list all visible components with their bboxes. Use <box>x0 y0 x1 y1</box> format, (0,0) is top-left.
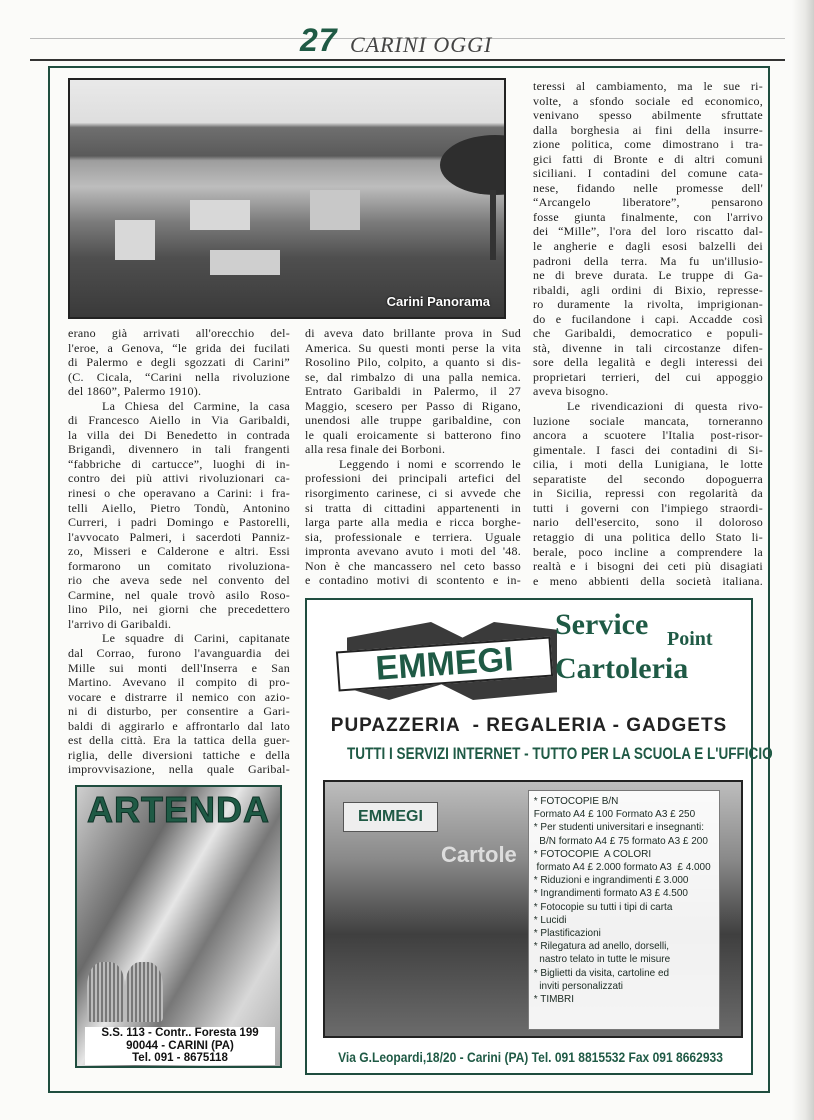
service-item: * FOTOCOPIE A COLORI <box>533 848 652 860</box>
article-line: Carmine, nel quale trovò asilo Roso- <box>68 587 290 602</box>
article-line: l'eroe, a Genova, “le grida dei fucilati <box>68 340 290 355</box>
article-line: ribaldi, agli ordini di Bixio, represse- <box>533 282 763 297</box>
article-line: formarono un comitato rivoluziona- <box>68 558 290 573</box>
article-line: sia, professionale e terriera. Uguale <box>305 529 521 544</box>
article-line: berale, poco incline a comprendere la <box>533 544 763 559</box>
shop-photo <box>323 780 743 1038</box>
article-line: se, dal rimbalzo di una palla nemica. <box>305 369 521 384</box>
article-line: nario dell'esercito, sono il doloroso <box>533 515 763 530</box>
article-line: l'arrivo di Garibaldi. <box>68 616 172 631</box>
service-item: inviti personalizzati <box>533 980 624 992</box>
article-line: do e fucilandone i capi. Accadde così <box>533 311 763 326</box>
article-line: nese, fidando nelle promesse dell' <box>533 180 763 195</box>
service-item: * TIMBRI <box>533 994 575 1006</box>
article-line: venivano spesso abilmente sfruttate <box>533 108 763 123</box>
article-line: proprietari terrieri, del cui appoggio <box>533 369 763 384</box>
article-line: Curreri, i padri Domingo e Pastorelli, <box>68 515 290 530</box>
article-line: lino Pilo, nei giorni che precedettero <box>68 602 290 617</box>
service-item: * Biglietti da visita, cartoline ed <box>533 967 670 979</box>
article-line: luzione sociale mancata, torneranno <box>533 413 763 428</box>
article-line: alla resa finale dei Borboni. <box>305 442 446 457</box>
article-line: che Garibaldi, democratico e populi- <box>533 326 763 341</box>
article-line: larga parte alla media e ricca borghe- <box>305 515 521 530</box>
article-line: Leggendo i nomi e scorrendo le <box>339 456 521 471</box>
article-line: separatiste del secondo dopoguerra <box>533 471 763 486</box>
article-line: l'avvocato Palmeri, i sacerdoti Panniz- <box>68 529 290 544</box>
service-item: nastro telato in tutte le misure <box>533 954 671 966</box>
tagline-products: PUPAZZERIA - REGALERIA - GADGETS <box>330 715 728 736</box>
cartoleria-text: Cartoleria <box>555 652 689 685</box>
service-text: Service <box>555 608 649 641</box>
article-line: del 1860”, Palermo 1910). <box>68 384 202 399</box>
building <box>310 190 360 230</box>
service-item: B/N formato A4 £ 75 formato A3 £ 200 <box>533 835 708 847</box>
tagline-services: TUTTI I SERVIZI INTERNET - TUTTO PER LA SCUOLA E L'UFFICIO <box>346 745 773 763</box>
article-line: gimentale. I fasci dei contadini di Si- <box>533 442 763 457</box>
panorama-photo <box>68 78 506 319</box>
service-item: * Fotocopie su tutti i tipi di carta <box>533 901 673 913</box>
article-line: volte, a sfondo sociale ed economico, <box>533 93 763 108</box>
page-edge <box>792 0 814 1120</box>
header-rule <box>30 59 785 61</box>
article-line: Le squadre di Carini, capitanate <box>102 631 290 646</box>
article-line: vocare e distrarre il nemico con azio- <box>68 689 290 704</box>
emmegi-address: Via G.Leopardi,18/20 - Carini (PA) Tel. 091 8815532 Fax 091 8662933 <box>338 1049 723 1065</box>
pine-tree <box>440 135 506 195</box>
article-line: Mille sui monti dell'Inserra e San <box>68 660 290 675</box>
article-line: dei “Mille”, l'ora del loro riscatto dal- <box>533 224 763 239</box>
curtain-tassel <box>125 962 163 1022</box>
article-line: di aveva dato brillante prova in Sud <box>305 326 521 340</box>
shop-sign-cartoleria: Cartole <box>441 842 517 867</box>
article-column-2 <box>305 326 521 588</box>
service-item: * Riduzioni e ingrandimenti £ 3.000 <box>533 875 689 887</box>
article-line: dal Corrao, furono l'avanguardia dei <box>68 646 290 661</box>
article-line: improvvisazione, nella quale Garibal- <box>68 762 290 777</box>
article-line: rio che aveva sede nel convento del <box>68 573 290 588</box>
service-item: Formato A4 £ 100 Formato A3 £ 250 <box>533 809 696 821</box>
article-line: in Sicilia, repressi con regolarità da <box>533 486 763 501</box>
photo-caption: Carini Panorama <box>386 294 490 309</box>
article-line: di Palermo e degli sgozzati di Carini” <box>68 355 290 370</box>
article-line: est della città. Era la tattica della guer- <box>68 733 290 748</box>
artenda-phone: Tel. 091 - 8675118 <box>132 1052 228 1064</box>
article-line: erano già arrivati all'orecchio del- <box>68 326 290 340</box>
article-line: realtà e i bisogni dei ceti più disagiati <box>533 559 763 574</box>
service-item: * Per studenti universitari e insegnanti: <box>533 822 704 834</box>
service-item: * Lucidi <box>533 914 567 926</box>
article-line: impronta avevano avuto i moti del '48. <box>305 544 521 559</box>
article-line: unendosi alle truppe garibaldine, con <box>305 413 521 428</box>
article-line: America. Su questi monti perse la vita <box>305 340 521 355</box>
service-item: * Plastificazioni <box>533 928 601 940</box>
article-line: teressi al cambiamento, ma le sue ri- <box>533 79 763 93</box>
artenda-advertisement <box>75 785 282 1068</box>
article-line: padroni della terra. Ma fu un'illusio- <box>533 253 763 268</box>
building <box>190 200 250 230</box>
article-line: di Francesco Aiello in Via Garibaldi, <box>68 413 290 428</box>
artenda-city: 90044 - CARINI (PA) <box>126 1039 234 1052</box>
article-line: Entrato Garibaldi in Palermo, il 27 <box>305 384 521 399</box>
tree-trunk <box>490 190 496 260</box>
article-line: contro dei più attivi rivoluzionari ca- <box>68 471 290 486</box>
masthead <box>300 22 540 60</box>
article-line: si tratta di cittadini appartenenti in <box>305 500 521 515</box>
article-line: le quali eroicamente si batterono fino <box>305 427 521 442</box>
article-line: zo, Misseri e Calderone e altri. Essi <box>68 544 290 559</box>
page-number: 27 <box>300 22 338 58</box>
emmegi-logo-text: EMMEGI <box>336 637 553 692</box>
article-line: ancora a scuotere l'Italia post-risor- <box>533 428 763 443</box>
article-line: Brigandì, divennero in tali frangenti <box>68 442 290 457</box>
masthead-title: CARINI OGGI <box>350 32 493 57</box>
artenda-address: S.S. 113 - Contr.. Foresta 199 <box>101 1027 259 1039</box>
curtain-tassel <box>87 962 125 1022</box>
article-line: Non è che mancassero nel ceto basso <box>305 558 521 573</box>
article-line: dalla borghesia ai fini della insurre- <box>533 122 763 137</box>
emmegi-logo <box>337 622 557 700</box>
article-line: stà, divenne in tali circostanze difen- <box>533 340 763 355</box>
service-item: formato A4 £ 2.000 formato A3 £ 4.000 <box>533 862 711 874</box>
article-line: retaggio di una politica dello Stato li- <box>533 529 763 544</box>
article-line: Le rivendicazioni di questa rivo- <box>567 399 763 414</box>
building <box>115 220 155 260</box>
article-line: tutti i governi con l'impiego straordi- <box>533 500 763 515</box>
service-item: * Ingrandimenti formato A3 £ 4.500 <box>533 888 688 900</box>
emmegi-advertisement <box>305 598 773 1075</box>
point-text: Point <box>667 628 713 650</box>
article-line: “fabbriche di cartucce”, luoghi di in- <box>68 456 290 471</box>
article-line: la villa dei Di Benedetto in contrada <box>68 427 290 442</box>
article-line: “Arcangelo liberatore”, pensarono <box>533 195 763 210</box>
building <box>210 250 280 275</box>
article-line: Rosolino Pilo, colpito, a quanto si dis- <box>305 355 521 370</box>
article-line: Maggio, scesero per Passo di Rigano, <box>305 398 521 413</box>
service-item: * Rilegatura ad anello, dorselli, <box>533 941 670 953</box>
article-line: zione politica, come dimostrano i tra- <box>533 137 763 152</box>
article-column-1 <box>68 326 290 777</box>
article-line: La Chiesa del Carmine, la casa <box>102 398 290 413</box>
article-line: siciliani. I contadini del comune cata- <box>533 166 763 181</box>
article-line: e contadino motivi di scontento e in- <box>305 573 521 588</box>
article-line: ne di breve durata. Le truppe di Ga- <box>533 268 763 283</box>
artenda-title: ARTENDA <box>87 789 270 830</box>
article-line: gici fatti di Bronte e di altri comuni <box>533 151 763 166</box>
article-line: Martino. Avevano il compito di pro- <box>68 675 290 690</box>
article-line: baldi di aggirarlo e affrontarlo dal lato <box>68 718 290 733</box>
service-item: * FOTOCOPIE B/N <box>533 796 619 807</box>
article-line: le angherie e dagli esosi balzelli dei <box>533 239 763 254</box>
article-line: fosse giunta finalmente, con l'arrivo <box>533 209 763 224</box>
article-line: cilia, i moti della Lunigiana, le lotte <box>533 457 763 472</box>
article-line: professioni dei principali artefici del <box>305 471 521 486</box>
article-line: e meno abbienti della società italiana. <box>533 573 763 588</box>
shop-sign: EMMEGI <box>343 802 438 832</box>
artenda-contact <box>85 1027 275 1065</box>
article-line: riglia, delle diversioni tattiche e della <box>68 747 290 762</box>
article-line: aveva bisogno. <box>533 384 609 399</box>
article-column-3 <box>533 79 763 588</box>
article-line: risorgimento carinese, ci si avvede che <box>305 486 521 501</box>
article-line: rinesi o che operavano a Carini: i fra- <box>68 486 290 501</box>
article-line: sore della legalità e degli interessi dei <box>533 355 763 370</box>
article-line: telli Aiello, Pietro Tondù, Antonino <box>68 500 290 515</box>
services-price-list <box>528 790 720 1030</box>
article-line: ro duramente la rivolta, imprigionan- <box>533 297 763 312</box>
article-line: ni di disturbo, per consentire a Gari- <box>68 704 290 719</box>
article-line: (C. Cicala, “Carini nella rivoluzione <box>68 369 290 384</box>
